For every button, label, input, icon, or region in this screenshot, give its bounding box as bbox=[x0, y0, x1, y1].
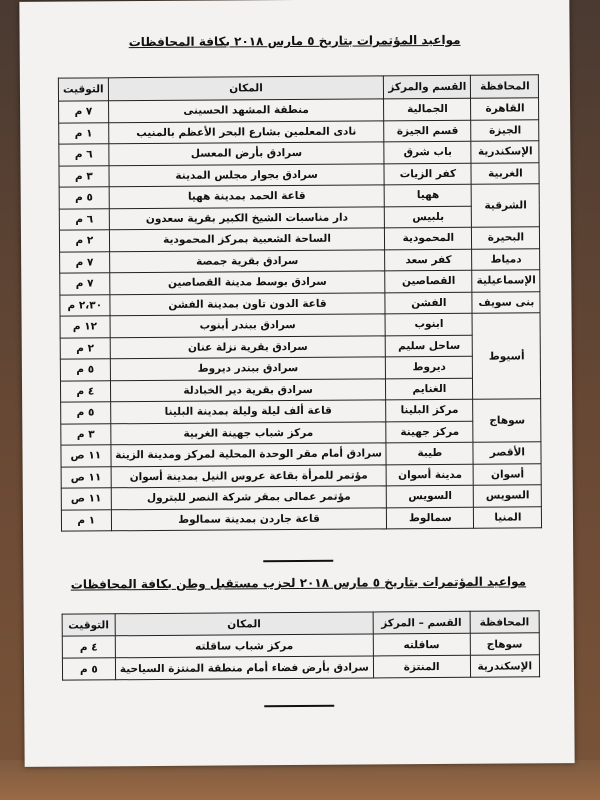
governorate-cell: دمياط bbox=[472, 248, 540, 270]
governorate-cell: الجيزة bbox=[471, 119, 539, 141]
time-cell: ٣ م bbox=[61, 423, 111, 445]
department-cell: كفر الزيات bbox=[384, 163, 471, 185]
place-cell: منطقة المشهد الحسينى bbox=[108, 99, 384, 122]
department-cell: الغنايم bbox=[386, 378, 473, 400]
department-cell: كفر سعد bbox=[385, 249, 472, 271]
governorate-cell: أسوان bbox=[473, 463, 541, 485]
header-place: المكان bbox=[108, 76, 384, 101]
department-cell: مركز البلينا bbox=[386, 399, 473, 421]
department-cell: ابنوب bbox=[385, 313, 472, 335]
time-cell: ٥ م bbox=[62, 658, 115, 680]
document-page bbox=[19, 0, 574, 767]
place-cell: قاعة الدون تاون بمدينة الفشن bbox=[110, 292, 386, 315]
department-cell: طيبة bbox=[386, 442, 473, 464]
governorate-cell: السويس bbox=[474, 485, 542, 507]
department-cell: ساقلته bbox=[373, 633, 470, 656]
place-cell: سرادق بقرية دير الخبادلة bbox=[110, 378, 386, 401]
place-cell: سرادق ببندر ديروط bbox=[110, 357, 386, 380]
place-cell: نادى المعلمين بشارع البحر الأعظم بالمنيب bbox=[108, 120, 384, 143]
table-header-row bbox=[58, 75, 539, 101]
department-cell: مركز جهينة bbox=[386, 421, 473, 443]
governorate-cell: الإسكندرية bbox=[470, 655, 540, 677]
section-title: مواعيد المؤتمرات بتاريخ ٥ مارس ٢٠١٨ لحزب مستقبل وطن بكافة المحافظات bbox=[70, 574, 527, 592]
place-cell: مؤتمر للمرأة بقاعة عروس النيل بمدينة أسوان bbox=[111, 464, 387, 487]
time-cell: ٧ م bbox=[60, 273, 110, 295]
governorate-cell: الإسكندرية bbox=[471, 141, 539, 163]
table-row bbox=[61, 506, 542, 531]
time-cell: ٢،٣٠ م bbox=[60, 294, 110, 316]
department-cell: الجمالية bbox=[384, 98, 471, 120]
department-cell: السويس bbox=[387, 485, 474, 507]
time-cell: ٢ م bbox=[60, 337, 110, 359]
divider-line bbox=[263, 560, 333, 562]
time-cell: ٦ م bbox=[59, 144, 109, 166]
department-cell: باب شرق bbox=[384, 141, 471, 163]
party-conferences-table bbox=[62, 610, 540, 680]
time-cell: ٥ م bbox=[59, 187, 109, 209]
place-cell: مؤتمر عمالى بمقر شركة النصر للبترول bbox=[111, 486, 387, 509]
table-body bbox=[59, 98, 542, 531]
time-cell: ٢ م bbox=[59, 230, 109, 252]
place-cell: دار مناسبات الشيخ الكبير بقرية سعدون bbox=[109, 206, 385, 229]
conferences-table bbox=[58, 74, 543, 531]
time-cell: ٤ م bbox=[62, 636, 115, 658]
department-cell: بلبيس bbox=[385, 206, 472, 228]
header-governorate: المحافظة bbox=[471, 75, 539, 98]
header-time: التوقيت bbox=[58, 78, 108, 101]
header-department: القسم والمركز bbox=[384, 75, 471, 99]
governorate-cell: سوهاج bbox=[473, 399, 541, 442]
time-cell: ١ م bbox=[61, 509, 111, 531]
time-cell: ٣ م bbox=[59, 165, 109, 187]
place-cell: سرادق بأرض المعسل bbox=[109, 142, 385, 165]
place-cell: سرادق بأرض فضاء أمام منطقة المنتزة السياحية bbox=[115, 656, 373, 680]
governorate-cell: أسيوط bbox=[472, 313, 541, 399]
place-cell: قاعة ألف ليلة وليلة بمدينة البلينا bbox=[110, 400, 386, 423]
place-cell: سرادق ببندر أبنوب bbox=[110, 314, 386, 337]
time-cell: ٦ م bbox=[59, 208, 109, 230]
governorate-cell: المنيا bbox=[474, 506, 542, 528]
place-cell: مركز شباب جهينة الغربية bbox=[110, 421, 386, 444]
governorate-cell: بنى سويف bbox=[472, 291, 540, 313]
department-cell: قسم الجيزة bbox=[384, 120, 471, 142]
header-time: التوقيت bbox=[62, 614, 115, 636]
time-cell: ١١ ص bbox=[61, 445, 111, 467]
time-cell: ١ م bbox=[59, 122, 109, 144]
time-cell: ١٢ م bbox=[60, 316, 110, 338]
department-cell: الفشن bbox=[385, 292, 472, 314]
governorate-cell: سوهاج bbox=[470, 633, 540, 655]
time-cell: ١١ ص bbox=[61, 488, 111, 510]
header-department: القسم – المركز bbox=[373, 611, 470, 634]
time-cell: ٧ م bbox=[59, 101, 109, 123]
department-cell: ساحل سليم bbox=[386, 335, 473, 357]
place-cell: قاعة جاردن بمدينة سمالوط bbox=[111, 507, 387, 530]
place-cell: سرادق أمام مقر الوحدة المحلية لمركز ومدينة الزينة bbox=[111, 443, 387, 466]
time-cell: ١١ ص bbox=[61, 466, 111, 488]
table-body bbox=[62, 633, 539, 680]
department-cell: ديروط bbox=[386, 356, 473, 378]
header-governorate: المحافظة bbox=[470, 611, 540, 633]
governorate-cell: البحيرة bbox=[472, 227, 540, 249]
header-place: المكان bbox=[115, 612, 373, 636]
governorate-cell: الأقصر bbox=[473, 442, 541, 464]
department-cell: ههيا bbox=[385, 184, 472, 206]
table-row bbox=[62, 655, 539, 680]
department-cell: المنتزة bbox=[373, 655, 470, 678]
department-cell: المحمودية bbox=[385, 227, 472, 249]
governorate-cell: الإسماعيلية bbox=[472, 270, 540, 292]
divider-line bbox=[264, 705, 334, 707]
place-cell: سرادق بجوار مجلس المدينة bbox=[109, 163, 385, 186]
governorate-cell: الشرقية bbox=[471, 184, 539, 227]
place-cell: سرادق بقرية نزلة عنان bbox=[110, 335, 386, 358]
department-cell: سمالوط bbox=[387, 507, 474, 529]
time-cell: ٧ م bbox=[60, 251, 110, 273]
department-cell: مدينة أسوان bbox=[386, 464, 473, 486]
department-cell: القصاصين bbox=[385, 270, 472, 292]
place-cell: سرادق بقرية جمصة bbox=[109, 249, 385, 272]
time-cell: ٥ م bbox=[60, 359, 110, 381]
time-cell: ٥ م bbox=[61, 402, 111, 424]
document-title: مواعيد المؤتمرات بتاريخ ٥ مارس ٢٠١٨ بكافة المحافظات bbox=[128, 32, 461, 50]
place-cell: قاعة الحمد بمدينة ههيا bbox=[109, 185, 385, 208]
governorate-cell: القاهرة bbox=[471, 98, 539, 120]
place-cell: الساحة الشعبية بمركز المحمودية bbox=[109, 228, 385, 251]
place-cell: سرادق بوسط مدينة القصاصين bbox=[109, 271, 385, 294]
governorate-cell: الغربية bbox=[471, 162, 539, 184]
place-cell: مركز شباب ساقلته bbox=[115, 634, 373, 658]
time-cell: ٤ م bbox=[60, 380, 110, 402]
